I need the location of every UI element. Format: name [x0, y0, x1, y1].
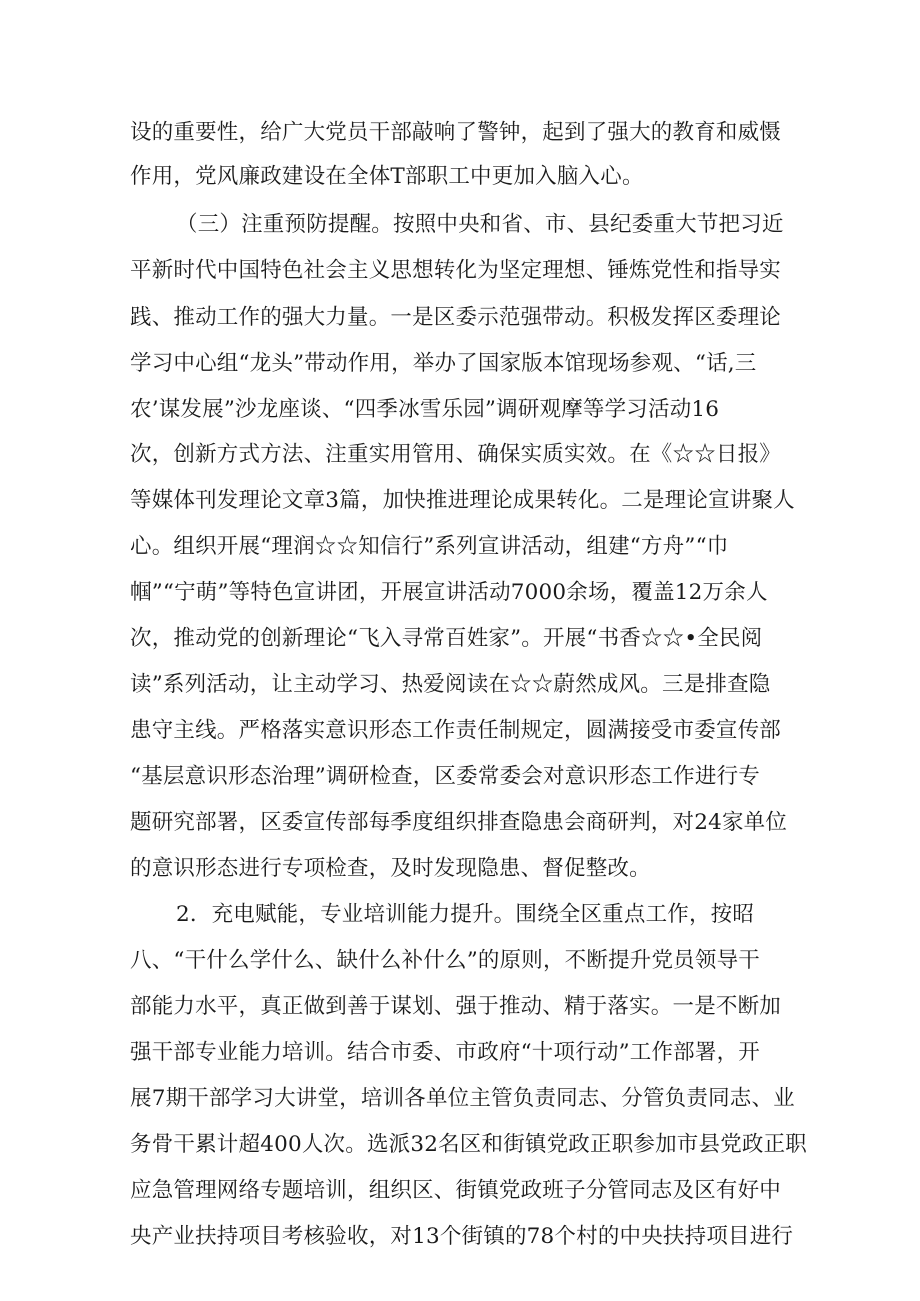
text-line: 应急管理网络专题培训，组织区、街镇党政班子分管同志及区有好中 [130, 1178, 782, 1203]
text-line: 务骨干累计超400人次。选派32名区和街镇党政正职参加市县党政正职 [130, 1132, 807, 1157]
text-line: 八、“干什么学什么、缺什么补什么”的原则，不断提升党员领导干 [130, 948, 760, 973]
text-line: “基层意识形态治理”调研检查，区委常委会对意识形态工作进行专 [130, 764, 760, 789]
text-line: 的意识形态进行专项检查，及时发现隐患、督促整改。 [130, 856, 651, 881]
text-line: 设的重要性，给广大党员干部敲响了警钟，起到了强大的教育和威慑 [130, 120, 782, 145]
text-line: 平新时代中国特色社会主义思想转化为坚定理想、锤炼党性和指导实 [130, 258, 782, 283]
text-line: 次，创新方式方法、注重实用管用、确保实质实效。在《☆☆日报》 [130, 442, 782, 467]
text-line: 践、推动工作的强大力量。一是区委示范强带动。积极发挥区委理论 [130, 305, 782, 330]
paragraph-heading-line: 2．充电赋能，专业培训能力提升。围绕全区重点工作，按昭 [176, 902, 755, 927]
text-line: 心。组织开展“理润☆☆知信行”系列宣讲活动，组建“方舟”“巾 [130, 534, 729, 559]
text-line: 题研究部署，区委宣传部每季度组织排查隐患会商研判，对24家单位 [130, 810, 788, 835]
text-line: 央产业扶持项目考核验收，对13个街镇的78个村的中央扶持项目进行 [130, 1224, 794, 1249]
text-line: 等媒体刊发理论文章3篇，加快推进理论成果转化。二是理论宣讲聚人 [130, 488, 795, 513]
text-line: 农’谋发展”沙龙座谈、“四季冰雪乐园”调研观摩等学习活动16 [130, 397, 720, 422]
text-line: 部能力水平，真正做到善于谋划、强于推动、精于落实。一是不断加 [130, 994, 782, 1019]
text-line: 学习中心组“龙头”带动作用，举办了国家版本馆现场参观、“话,三 [130, 351, 757, 376]
text-line: 患守主线。严格落实意识形态工作责任制规定，圆满接受市委宣传部 [130, 718, 782, 743]
text-line: 展7期干部学习大讲堂，培训各单位主管负责同志、分管负责同志、业 [130, 1086, 795, 1111]
text-line: 读”系列活动，让主动学习、热爱阅读在☆☆蔚然成风。三是排查隐 [130, 672, 771, 697]
text-line: 帼”“宁萌”等特色宣讲团，开展宣讲活动7000余场，覆盖12万余人 [130, 580, 768, 605]
paragraph-heading-line: （三）注重预防提醒。按照中央和省、市、县纪委重大节把习近 [176, 212, 784, 237]
text-line: 次，推动党的创新理论“飞入寻常百姓家”。开展“书香☆☆•全民阅 [130, 626, 763, 651]
text-line: 强干部专业能力培训。结合市委、市政府“十项行动”工作部署，开 [130, 1040, 760, 1065]
text-line: 作用，党风廉政建设在全体T部职工中更加入脑入心。 [130, 164, 644, 189]
